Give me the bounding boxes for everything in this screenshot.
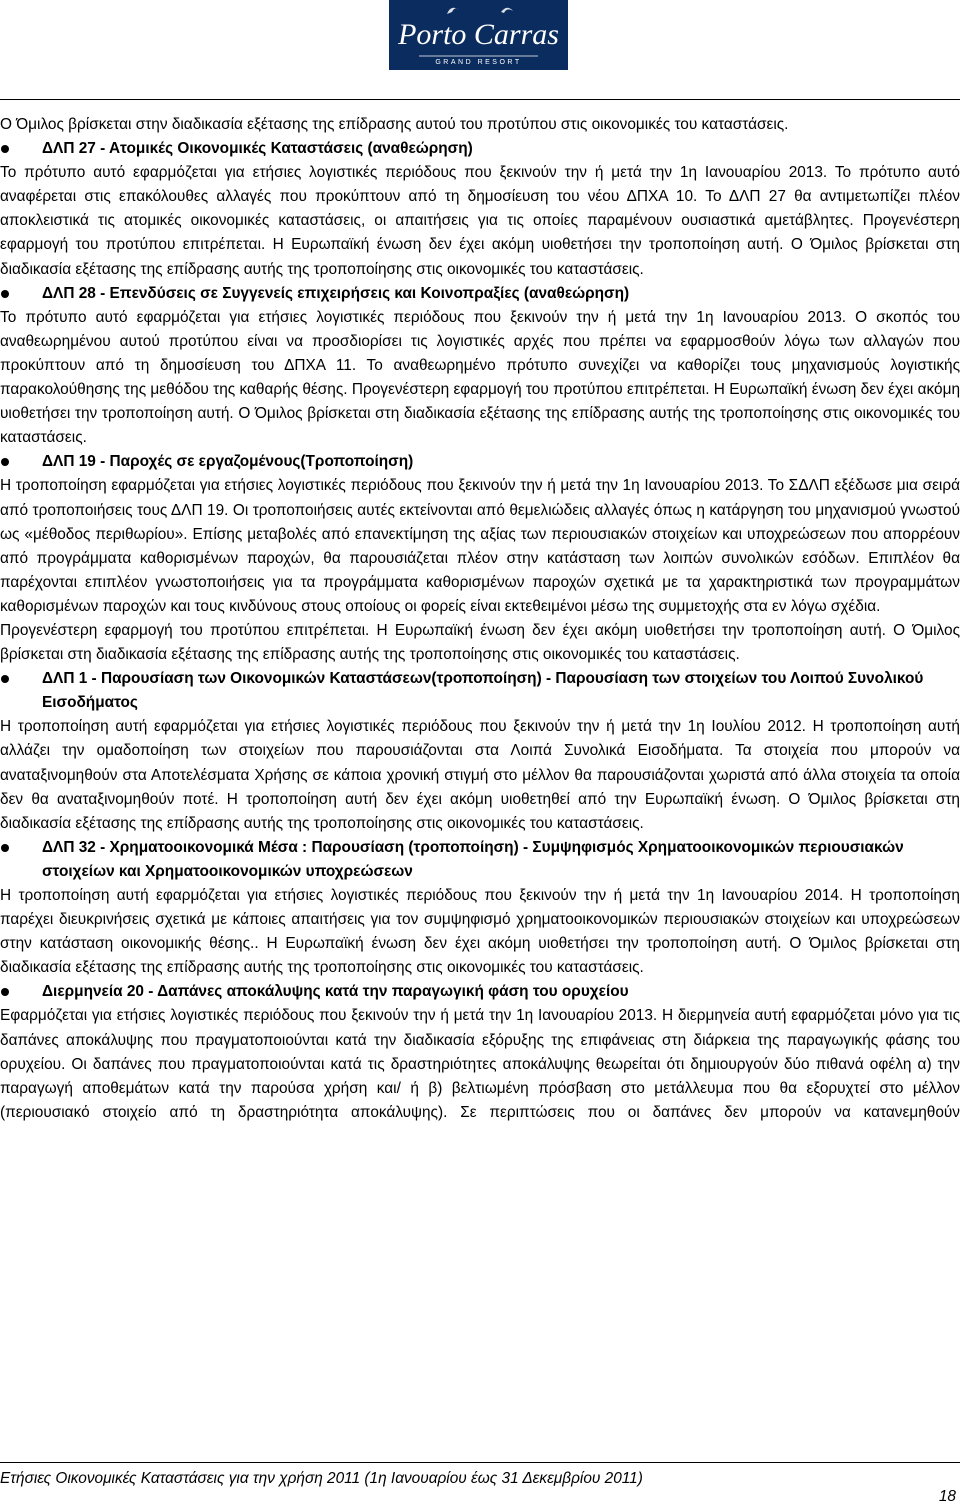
bullet-dot-icon: [1, 458, 9, 466]
section-paragraph: Η τροποποίηση αυτή εφαρμόζεται για ετήσιες λογιστικές περιόδους που ξεκινούν την ή μετά την 1η Ιουλίου 2012. Η τροποποίηση αυτή αλλάζει την ομαδοποίηση των στοιχείων που παρουσιάζονται στα Λοιπά Συνολικά Εισοδήματα. Τα στοιχεία που μπορούν να αναταξινομηθούν στα Αποτελέσματα Χρήσης σε κάποια χρονική στιγμή στο μέλλον θα παρουσιάζονται χωριστά από άλλα στοιχεία τα οποία δεν θα αναταξινομηθούν ποτέ. Η τροποποίηση αυτή δεν έχει ακόμη υιοθετηθεί από την Ευρωπαϊκή ένωση. Ο Όμιλος βρίσκεται στη διαδικασία εξέτασης της επίδρασης αυτής της τροποποίησης στις οικονομικές του καταστάσεις.: [0, 718, 960, 832]
section-paragraph: Το πρότυπο αυτό εφαρμόζεται για ετήσιες λογιστικές περιόδους που ξεκινούν την ή μετά την 1η Ιανουαρίου 2013. Το πρότυπο αυτό αναφέρεται στις επακόλουθες αλλαγές που προκύπτουν από τη δημοσίευση του νέου ΔΠΧΑ 10. Το ΔΛΠ 27 θα αντιμετωπίζει πλέον αποκλειστικά τις ατομικές οικονομικές καταστάσεις, οι απαιτήσεις για τις οποίες παραμένουν ουσιαστικά αμετάβλητες. Προγενέστερη εφαρμογή του προτύπου επιτρέπεται. Η Ευρωπαϊκή ένωση δεν έχει ακόμη υιοθετήσει την τροποποίηση αυτή. Ο Όμιλος βρίσκεται στη διαδικασία εξέτασης της επίδρασης αυτής της τροποποίησης στις οικονομικές του καταστάσεις.: [0, 164, 960, 278]
section-paragraph: Το πρότυπο αυτό εφαρμόζεται για ετήσιες λογιστικές περιόδους που ξεκινούν την ή μετά την 1η Ιανουαρίου 2013. Ο σκοπός του αναθεωρημένου αυτού προτύπου είναι να προσδιορίσει τις λογιστικές αρχές που πρέπει να εφαρμοσθούν λόγω των αλλαγών που προκύπτουν από τη δημοσίευση του ΔΠΧΑ 11. Το αναθεωρημένο πρότυπο συνεχίζει να καθορίζει τους μηχανισμούς λογιστικής παρακολούθησης της μεθόδου της καθαρής θέσης. Προγενέστερη εφαρμογή του προτύπου επιτρέπεται. Η Ευρωπαϊκή ένωση δεν έχει ακόμη υιοθετήσει την τροποποίηση αυτή. Ο Όμιλος βρίσκεται στη διαδικασία εξέτασης της επίδρασης αυτής της τροποποίησης στις οικονομικές του καταστάσεις.: [0, 308, 960, 447]
porto-carras-logo: [389, 0, 568, 70]
section-title: ΔΛΠ 28 - Επενδύσεις σε Συγγενείς επιχειρήσεις και Κοινοπραξίες (αναθεώρηση): [0, 282, 960, 306]
section-title: ΔΛΠ 1 - Παρουσίαση των Οικονομικών Καταστάσεων(τροποποίηση) - Παρουσίαση των στοιχείων του Λοιπού Συνολικού Εισοδήματος: [0, 667, 960, 715]
page-number: 18: [938, 1488, 956, 1505]
section-paragraph: Προγενέστερη εφαρμογή του προτύπου επιτρέπεται. Η Ευρωπαϊκή ένωση δεν έχει ακόμη υιοθετήσει την τροποποίηση αυτή. Ο Όμιλος βρίσκεται στη διαδικασία εξέτασης της επίδρασης αυτής της τροποποίησης στις οικονομικές του καταστάσεις.: [0, 621, 960, 664]
section-ias32: [0, 836, 960, 981]
section-ias27: [0, 137, 960, 282]
section-title: ΔΛΠ 19 - Παροχές σε εργαζομένους(Τροποποίηση): [0, 450, 960, 474]
section-title: ΔΛΠ 32 - Χρηματοοικονομικά Μέσα : Παρουσίαση (τροποποίηση) - Συμψηφισμός Χρηματοοικονομικών περιουσιακών στοιχείων και Χρηματοοικονομικών υποχρεώσεων: [0, 836, 960, 884]
bullet-dot-icon: [1, 675, 9, 683]
section-title: Διερμηνεία 20 - Δαπάνες αποκάλυψης κατά την παραγωγική φάση του ορυχείου: [0, 980, 960, 1004]
document-body: [0, 113, 960, 1125]
section-paragraph: Η τροποποίηση εφαρμόζεται για ετήσιες λογιστικές περιόδους που ξεκινούν την ή μετά την 1η Ιανουαρίου 2013. Το ΣΔΛΠ εξέδωσε μια σειρά από τροποποιήσεις τους ΔΛΠ 19. Οι τροποποιήσεις αυτές εκτείνονται από θεμελιώδεις αλλαγές όπως η κατάργηση του μηχανισμού γνωστού ως «μέθοδος περιθωρίου». Επίσης μεταβολές από επανεκτίμηση της αξίας των περιουσιακών στοιχείων και υποχρεώσεων που απορρέουν από προγράμματα καθορισμένων παροχών, θα παρουσιάζεται πλέον στην κατάσταση των λοιπών συνολικών εσόδων. Επιπλέον θα παρέχονται επιπλέον γνωστοποιήσεις για τα προγράμματα καθορισμένων παροχών σχετικά με τα χαρακτηριστικά των προγραμμάτων καθορισμένων παροχών και τους κινδύνους στους οποίους οι φορείς είναι εκτεθειμένοι μέσω της συμμετοχής στα εν λόγω σχέδια.: [0, 477, 960, 615]
section-ias28: [0, 282, 960, 451]
section-ias1: [0, 667, 960, 836]
section-ias19: [0, 450, 960, 667]
section-paragraph: Η τροποποίηση αυτή εφαρμόζεται για ετήσιες λογιστικές περιόδους που ξεκινούν την ή μετά την 1η Ιανουαρίου 2014. Η τροποποίηση παρέχει διευκρινήσεις σχετικά με κάποιες απαιτήσεις για τον συμψηφισμό χρηματοοικονομικών περιουσιακών στοιχείων και υποχρεώσεων στην κατάσταση οικονομικής θέσης.. Η Ευρωπαϊκή ένωση δεν έχει ακόμη υιοθετήσει την τροποποίηση αυτή. Ο Όμιλος βρίσκεται στη διαδικασία εξέτασης της επίδρασης αυτής της τροποποίησης στις οικονομικές του καταστάσεις.: [0, 887, 960, 977]
footer-text: Ετήσιες Οικονομικές Καταστάσεις για την χρήση 2011 (1η Ιανουαρίου έως 31 Δεκεμβρίου 2011): [0, 1470, 643, 1487]
bullet-dot-icon: [1, 988, 9, 996]
bullet-dot-icon: [1, 290, 9, 298]
section-title: ΔΛΠ 27 - Ατομικές Οικονομικές Καταστάσεις (αναθεώρηση): [0, 137, 960, 161]
header-rule: [0, 99, 960, 100]
section-ifric20: [0, 980, 960, 1125]
section-paragraph: Εφαρμόζεται για ετήσιες λογιστικές περιόδους που ξεκινούν την ή μετά την 1η Ιανουαρίου 2013. Η διερμηνεία αυτή εφαρμόζεται μόνο για τις δαπάνες αποκάλυψης που πραγματοποιούνται κατά την διαδικασία εξόρυξης της επιφάνειας στη διάρκεια της παραγωγικής φάσης του ορυχείου. Οι δαπάνες που πραγματοποιούνται κατά τις δραστηριότητες αποκάλυψης θεωρείται ότι δημιουργούν δύο πιθανά οφέλη α) την παραγωγή αποθεμάτων κατά την παρούσα χρήση και/ ή β) βελτιωμένη πρόσβαση στο μετάλλευμα που θα εξορυχτεί στο μέλλον (περιουσιακό στοιχείο από τη δραστηριότητα αποκάλυψης). Σε περιπτώσεις που οι δαπάνες δεν μπορούν να κατανεμηθούν: [0, 1007, 960, 1121]
bullet-dot-icon: [1, 145, 9, 153]
intro-paragraph: Ο Όμιλος βρίσκεται στην διαδικασία εξέτασης της επίδρασης αυτού του προτύπου στις οικονομικές του καταστάσεις.: [0, 116, 789, 133]
bullet-dot-icon: [1, 844, 9, 852]
logo-text: Porto Carras: [398, 18, 559, 51]
logo-subtitle: GRAND RESORT: [435, 59, 522, 66]
footer-rule: [0, 1462, 960, 1463]
